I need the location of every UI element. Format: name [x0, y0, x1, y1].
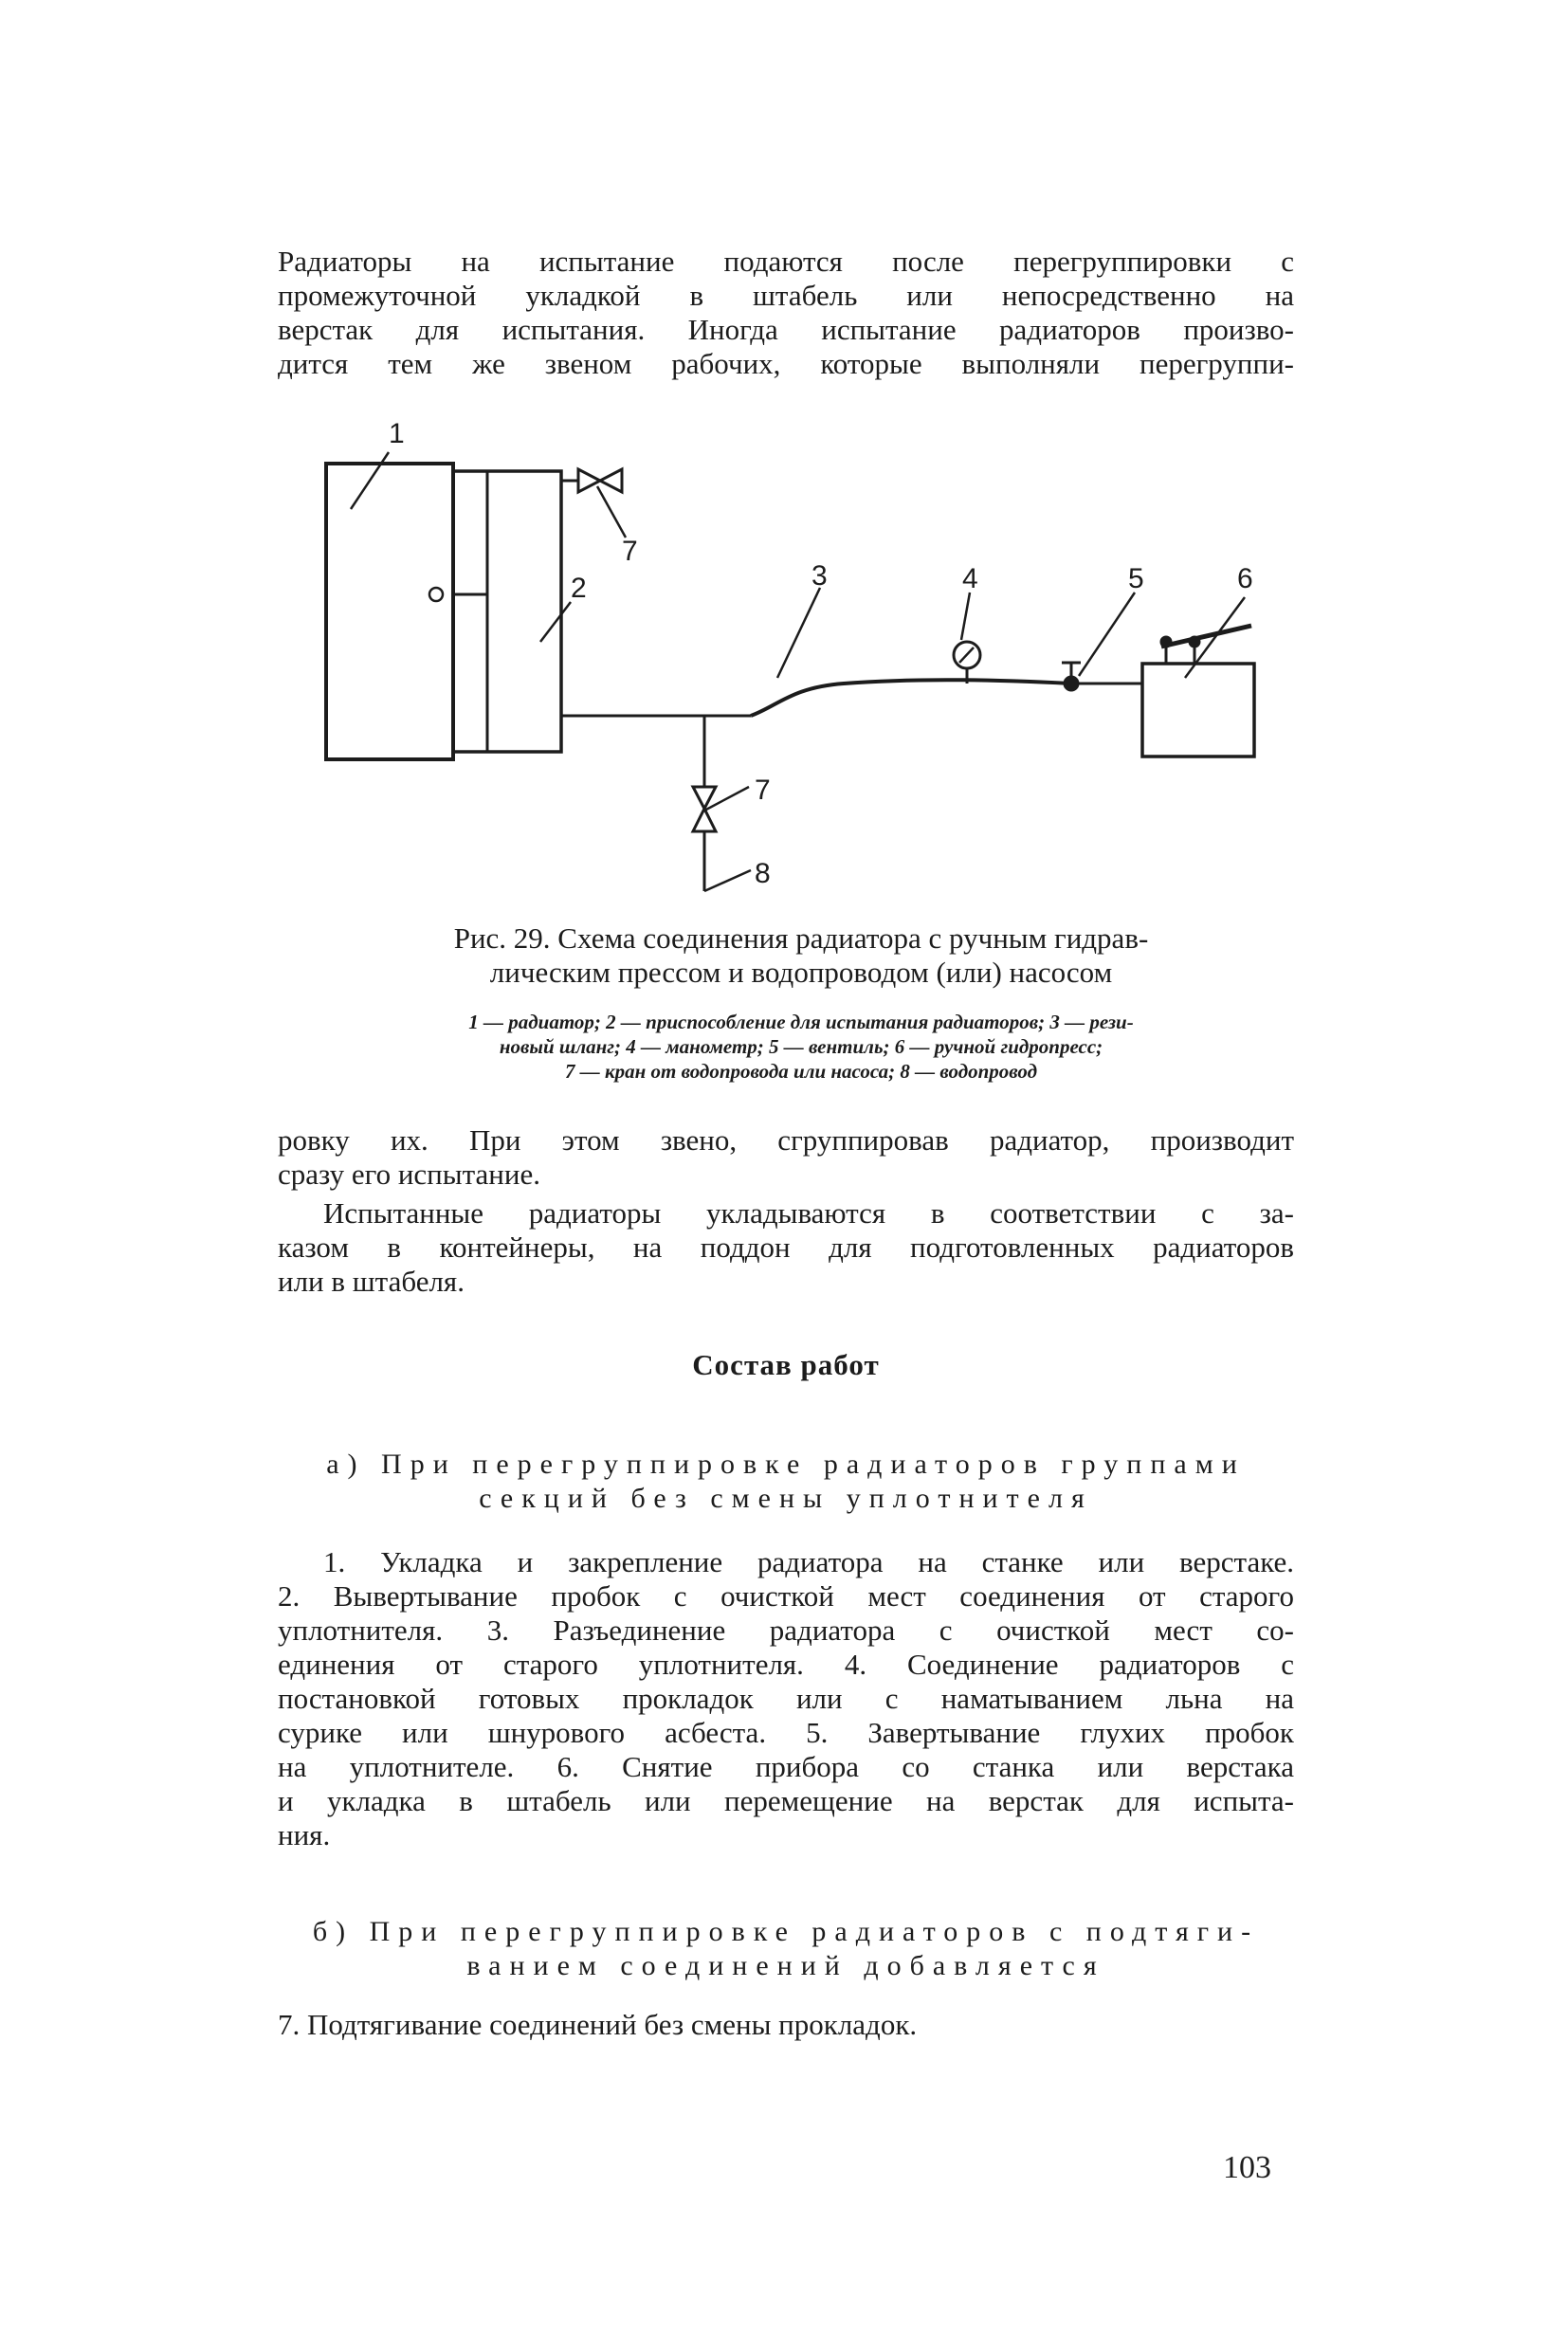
subsection-a-heading — [278, 1448, 1294, 1516]
radiator-test-schematic — [313, 403, 1270, 896]
text-line: ния. — [278, 1818, 331, 1851]
label-2: 2 — [571, 573, 587, 604]
text-line: сразу его испытание. — [278, 1158, 540, 1191]
top-valve — [578, 469, 622, 492]
subhead-line: ванием соединений добавляется — [466, 1950, 1105, 1981]
work-list-a — [278, 1545, 1294, 1852]
caption-line: Рис. 29. Схема соединения радиатора с ручным гидрав- — [453, 921, 1149, 955]
caption-line: лическим прессом и водопроводом (или) насосом — [489, 956, 1113, 989]
subhead-line: б) При перегруппировке радиаторов с подтяги- — [312, 1916, 1260, 1947]
text-line: или в штабеля. — [278, 1265, 465, 1298]
label-7-top: 7 — [622, 536, 638, 567]
text-line: единения от старого уплотнителя. 4. Соединение радиаторов с — [278, 1648, 1294, 1681]
text-line: промежуточной укладкой в штабель или непосредственно на — [278, 279, 1294, 312]
continuation-paragraph — [278, 1123, 1294, 1192]
legend-line: новый шланг; 4 — манометр; 5 — вентиль; 6 — ручной гидропресс; — [499, 1035, 1103, 1058]
text-line: уплотнителя. 3. Разъединение радиатора с очисткой мест со- — [278, 1614, 1294, 1647]
text-line: 1. Укладка и закрепление радиатора на станке или верстаке. — [323, 1545, 1294, 1578]
label-8: 8 — [755, 858, 771, 889]
text-line: сурике или шнурового асбеста. 5. Завертывание глухих пробок — [278, 1716, 1294, 1749]
text-line: 7. Подтягивание соединений без смены прокладок. — [278, 2008, 918, 2041]
text-line: и укладка в штабель или перемещение на верстак для испыта- — [278, 1784, 1294, 1817]
text-line: Испытанные радиаторы укладываются в соответствии с за- — [323, 1196, 1294, 1230]
text-line: на уплотнителе. 6. Снятие прибора со станка или верстака — [278, 1750, 1294, 1783]
radiator-body — [326, 464, 453, 759]
rubber-hose — [751, 680, 1071, 716]
text-line: казом в контейнеры, на поддон для подготовленных радиаторов — [278, 1231, 1294, 1264]
text-line: ровку их. При этом звено, сгруппировав радиатор, производит — [278, 1123, 1294, 1157]
stacking-paragraph — [278, 1196, 1294, 1299]
label-1: 1 — [389, 418, 405, 449]
hand-press — [1142, 664, 1254, 757]
bottom-valve — [693, 787, 716, 831]
figure-legend — [332, 1010, 1270, 1084]
text-line: верстак для испытания. Иногда испытание радиаторов произво- — [278, 313, 1294, 346]
page-number: 103 — [1223, 2150, 1271, 2185]
subsection-b-heading — [278, 1915, 1294, 1983]
radiator-plug — [429, 588, 443, 601]
work-list-b — [278, 2008, 1294, 2042]
text-line: 2. Вывертывание пробок с очисткой мест соединения от старого — [278, 1579, 1294, 1613]
legend-line: 7 — кран от водопровода или насоса; 8 — водопровод — [564, 1060, 1038, 1083]
text-line: Радиаторы на испытание подаются после перегруппировки с — [278, 245, 1294, 278]
label-6: 6 — [1237, 563, 1253, 594]
section-heading: Состав работ — [692, 1348, 880, 1381]
legend-line: 1 — радиатор; 2 — приспособление для испытания радиаторов; 3 — рези- — [468, 1011, 1134, 1033]
text-line: дится тем же звеном рабочих, которые выполняли перегруппи- — [278, 347, 1294, 380]
label-3: 3 — [811, 560, 828, 592]
test-fixture — [453, 471, 561, 752]
subhead-line: а) При перегруппировке радиаторов группами — [326, 1449, 1246, 1480]
subhead-line: секций без смены уплотнителя — [479, 1483, 1093, 1514]
text-line: постановкой готовых прокладок или с наматыванием льна на — [278, 1682, 1294, 1715]
label-5: 5 — [1128, 563, 1144, 594]
label-4: 4 — [962, 563, 978, 594]
label-7-bottom: 7 — [755, 775, 771, 806]
figure-caption — [322, 921, 1280, 990]
intro-paragraph — [278, 245, 1294, 381]
shutoff-valve — [1065, 677, 1078, 690]
